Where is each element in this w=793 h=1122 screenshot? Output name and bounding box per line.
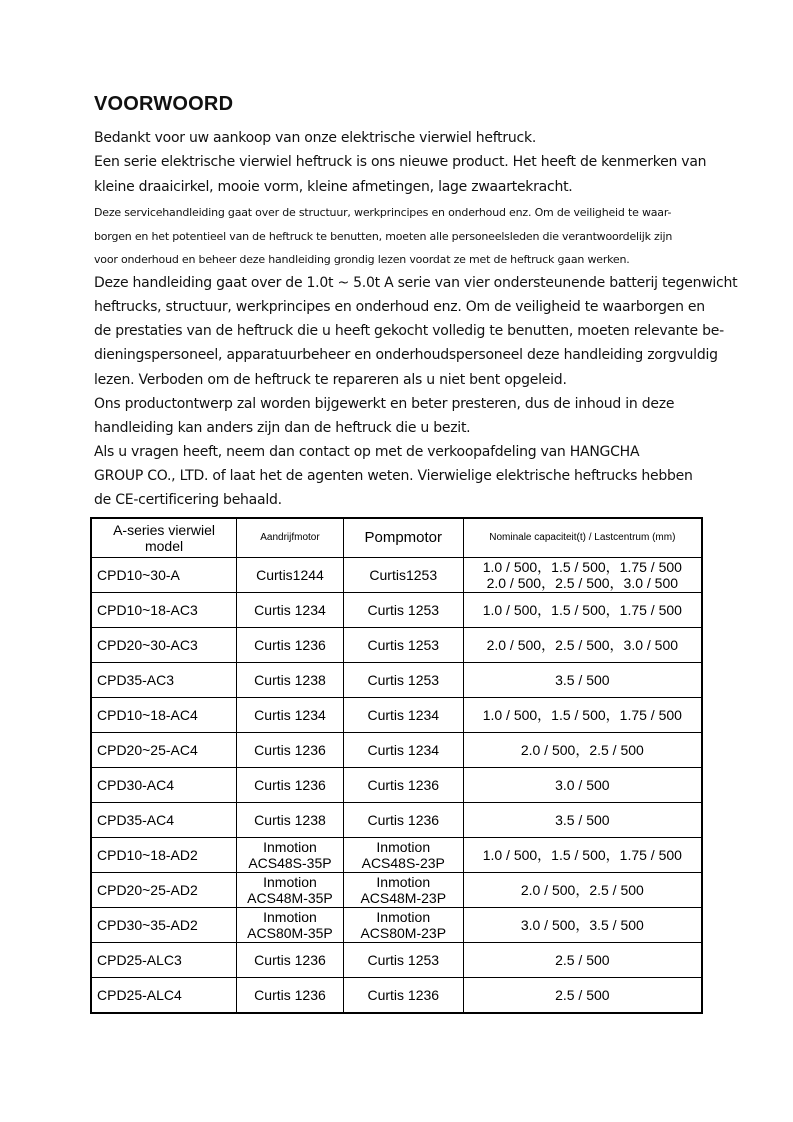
cell-drive-motor-line: Curtis 1234 bbox=[254, 602, 326, 618]
cell-pump-motor bbox=[343, 943, 463, 978]
cell-model: CPD30-AC4 bbox=[91, 768, 237, 803]
table-row bbox=[91, 978, 702, 1014]
cell-pump-motor-line: Curtis 1236 bbox=[367, 777, 440, 793]
cell-pump-motor bbox=[343, 838, 463, 873]
cell-pump-motor bbox=[343, 663, 463, 698]
cell-capacity bbox=[463, 698, 702, 733]
cell-drive-motor-line: Curtis1244 bbox=[256, 567, 324, 583]
cell-drive-motor bbox=[237, 628, 344, 663]
cell-model: CPD35-AC3 bbox=[91, 663, 237, 698]
cell-pump-motor-line: ACS48S-23P bbox=[361, 855, 445, 871]
cell-model: CPD25-ALC4 bbox=[91, 978, 237, 1014]
paragraph-line: GROUP CO., LTD. of laat het de agenten weten. Vierwielige elektrische heftrucks hebben bbox=[94, 468, 693, 484]
cell-capacity-line: 1.0 / 500，1.5 / 500，1.75 / 500 bbox=[482, 707, 682, 723]
paragraph-line: Deze servicehandleiding gaat over de structuur, werkprincipes en onderhoud enz. Om de veiligheid te waar- bbox=[94, 206, 672, 219]
paragraph-line: voor onderhoud en beheer deze handleiding grondig lezen voordat ze met de heftruck gaan werken. bbox=[94, 253, 630, 266]
cell-pump-motor-line: Inmotion bbox=[376, 874, 431, 890]
cell-model: CPD10~18-AC3 bbox=[91, 593, 237, 628]
cell-pump-motor-line: ACS48M-23P bbox=[360, 890, 447, 906]
header-model bbox=[91, 518, 237, 558]
table-row bbox=[91, 873, 702, 908]
paragraph-line: de prestaties van de heftruck die u heeft gekocht volledig te benutten, moeten relevante be- bbox=[94, 323, 724, 339]
paragraph-line: handleiding kan anders zijn dan de heftruck die u bezit. bbox=[94, 420, 471, 436]
paragraph-line: borgen en het potentieel van de heftruck te benutten, moeten alle personeelsleden die verantwoordelijk zijn bbox=[94, 230, 673, 243]
cell-pump-motor bbox=[343, 558, 463, 593]
cell-capacity-line: 3.0 / 500 bbox=[555, 777, 610, 793]
cell-pump-motor-line: Curtis 1253 bbox=[367, 952, 440, 968]
cell-capacity-line: 2.0 / 500，2.5 / 500，3.0 / 500 bbox=[486, 575, 679, 591]
cell-pump-motor bbox=[343, 803, 463, 838]
cell-pump-motor-line: Curtis 1234 bbox=[367, 707, 440, 723]
cell-drive-motor-line: Curtis 1236 bbox=[254, 777, 326, 793]
cell-model: CPD20~30-AC3 bbox=[91, 628, 237, 663]
cell-drive-motor bbox=[237, 593, 344, 628]
cell-capacity-line: 2.0 / 500，2.5 / 500 bbox=[520, 742, 644, 758]
table-row bbox=[91, 768, 702, 803]
cell-capacity bbox=[463, 838, 702, 873]
cell-capacity bbox=[463, 873, 702, 908]
cell-drive-motor bbox=[237, 978, 344, 1014]
paragraph-line: dieningspersoneel, apparatuurbeheer en onderhoudspersoneel deze handleiding zorgvuldig bbox=[94, 347, 718, 363]
header-model-line: A-series vierwiel bbox=[113, 522, 215, 538]
cell-model: CPD20~25-AD2 bbox=[91, 873, 237, 908]
cell-capacity-line: 2.0 / 500，2.5 / 500，3.0 / 500 bbox=[486, 637, 679, 653]
cell-pump-motor-line: Inmotion bbox=[376, 839, 431, 855]
cell-model: CPD25-ALC3 bbox=[91, 943, 237, 978]
cell-drive-motor bbox=[237, 698, 344, 733]
cell-capacity-line: 1.0 / 500，1.5 / 500，1.75 / 500 bbox=[482, 559, 682, 575]
cell-pump-motor bbox=[343, 873, 463, 908]
cell-drive-motor-line: Curtis 1236 bbox=[254, 987, 326, 1003]
cell-drive-motor-line: Inmotion bbox=[263, 839, 317, 855]
cell-drive-motor-line: Curtis 1234 bbox=[254, 707, 326, 723]
cell-drive-motor bbox=[237, 558, 344, 593]
cell-capacity bbox=[463, 733, 702, 768]
cell-capacity bbox=[463, 803, 702, 838]
cell-capacity bbox=[463, 558, 702, 593]
cell-drive-motor bbox=[237, 733, 344, 768]
cell-drive-motor bbox=[237, 908, 344, 943]
page-title: VOORWOORD bbox=[94, 93, 234, 115]
cell-drive-motor bbox=[237, 873, 344, 908]
cell-capacity-line: 2.0 / 500，2.5 / 500 bbox=[520, 882, 644, 898]
cell-capacity bbox=[463, 593, 702, 628]
cell-model: CPD20~25-AC4 bbox=[91, 733, 237, 768]
cell-capacity bbox=[463, 768, 702, 803]
cell-drive-motor-line: Curtis 1236 bbox=[254, 637, 326, 653]
motor-spec-table bbox=[90, 517, 703, 1014]
cell-drive-motor-line: ACS80M-35P bbox=[247, 925, 333, 941]
cell-drive-motor bbox=[237, 943, 344, 978]
table-row bbox=[91, 698, 702, 733]
cell-capacity-line: 1.0 / 500，1.5 / 500，1.75 / 500 bbox=[482, 847, 682, 863]
cell-model: CPD30~35-AD2 bbox=[91, 908, 237, 943]
paragraph-line: Deze handleiding gaat over de 1.0t ~ 5.0t A serie van vier ondersteunende batterij tegenwicht bbox=[94, 275, 738, 291]
cell-capacity bbox=[463, 663, 702, 698]
cell-capacity bbox=[463, 908, 702, 943]
cell-capacity-line: 3.5 / 500 bbox=[555, 812, 610, 828]
cell-pump-motor-line: Curtis 1234 bbox=[367, 742, 440, 758]
cell-drive-motor-line: ACS48M-35P bbox=[247, 890, 333, 906]
table-row bbox=[91, 943, 702, 978]
table-header-row bbox=[91, 518, 702, 558]
table-row bbox=[91, 733, 702, 768]
cell-pump-motor-line: Curtis 1253 bbox=[367, 637, 440, 653]
cell-capacity-line: 3.0 / 500，3.5 / 500 bbox=[520, 917, 644, 933]
paragraph-line: Bedankt voor uw aankoop van onze elektrische vierwiel heftruck. bbox=[94, 130, 537, 146]
paragraph-line: Ons productontwerp zal worden bijgewerkt en beter presteren, dus de inhoud in deze bbox=[94, 396, 675, 412]
paragraph-line: Als u vragen heeft, neem dan contact op met de verkoopafdeling van HANGCHA bbox=[94, 444, 640, 460]
paragraph-line: kleine draaicirkel, mooie vorm, kleine afmetingen, lage zwaartekracht. bbox=[94, 179, 573, 195]
cell-drive-motor bbox=[237, 838, 344, 873]
paragraph-line: Een serie elektrische vierwiel heftruck is ons nieuwe product. Het heeft de kenmerken van bbox=[94, 154, 707, 170]
cell-drive-motor bbox=[237, 768, 344, 803]
cell-pump-motor-line: Inmotion bbox=[376, 909, 431, 925]
cell-capacity-line: 1.0 / 500，1.5 / 500，1.75 / 500 bbox=[482, 602, 682, 618]
cell-pump-motor-line: Curtis 1253 bbox=[367, 672, 440, 688]
cell-pump-motor-line: Curtis 1236 bbox=[367, 987, 440, 1003]
cell-capacity bbox=[463, 943, 702, 978]
cell-model: CPD10~30-A bbox=[91, 558, 237, 593]
paragraph-line: heftrucks, structuur, werkprincipes en onderhoud enz. Om de veiligheid te waarborgen en bbox=[94, 299, 705, 315]
cell-pump-motor bbox=[343, 593, 463, 628]
cell-capacity-line: 2.5 / 500 bbox=[555, 987, 610, 1003]
cell-model: CPD35-AC4 bbox=[91, 803, 237, 838]
cell-drive-motor-line: Curtis 1236 bbox=[254, 742, 326, 758]
cell-model: CPD10~18-AC4 bbox=[91, 698, 237, 733]
cell-capacity-line: 2.5 / 500 bbox=[555, 952, 610, 968]
table-body bbox=[91, 558, 702, 1014]
header-model-line: model bbox=[144, 538, 184, 554]
paragraph-line: de CE-certificering behaald. bbox=[94, 492, 282, 508]
table-row bbox=[91, 838, 702, 873]
table-row bbox=[91, 628, 702, 663]
cell-pump-motor-line: ACS80M-23P bbox=[360, 925, 447, 941]
cell-pump-motor bbox=[343, 908, 463, 943]
cell-drive-motor-line: Curtis 1236 bbox=[254, 952, 326, 968]
cell-pump-motor-line: Curtis 1236 bbox=[367, 812, 440, 828]
cell-pump-motor bbox=[343, 698, 463, 733]
cell-drive-motor-line: ACS48S-35P bbox=[248, 855, 332, 871]
cell-drive-motor bbox=[237, 663, 344, 698]
cell-drive-motor bbox=[237, 803, 344, 838]
table-row bbox=[91, 558, 702, 593]
cell-pump-motor bbox=[343, 733, 463, 768]
table-row bbox=[91, 803, 702, 838]
cell-capacity bbox=[463, 978, 702, 1014]
header-capacity: Nominale capaciteit(t) / Lastcentrum (mm) bbox=[463, 518, 702, 558]
cell-drive-motor-line: Inmotion bbox=[263, 874, 317, 890]
table-row bbox=[91, 663, 702, 698]
cell-capacity bbox=[463, 628, 702, 663]
cell-capacity-line: 3.5 / 500 bbox=[555, 672, 610, 688]
cell-drive-motor-line: Curtis 1238 bbox=[254, 812, 326, 828]
cell-pump-motor bbox=[343, 628, 463, 663]
header-drive-motor: Aandrijfmotor bbox=[237, 518, 344, 558]
cell-pump-motor-line: Curtis 1253 bbox=[367, 602, 440, 618]
cell-pump-motor bbox=[343, 768, 463, 803]
cell-pump-motor-line: Curtis1253 bbox=[369, 567, 438, 583]
cell-drive-motor-line: Inmotion bbox=[263, 909, 317, 925]
cell-pump-motor bbox=[343, 978, 463, 1014]
cell-model: CPD10~18-AD2 bbox=[91, 838, 237, 873]
paragraph-line: lezen. Verboden om de heftruck te repareren als u niet bent opgeleid. bbox=[94, 372, 567, 388]
table-row bbox=[91, 593, 702, 628]
table-row bbox=[91, 908, 702, 943]
cell-drive-motor-line: Curtis 1238 bbox=[254, 672, 326, 688]
header-pump-motor: Pompmotor bbox=[343, 518, 463, 558]
